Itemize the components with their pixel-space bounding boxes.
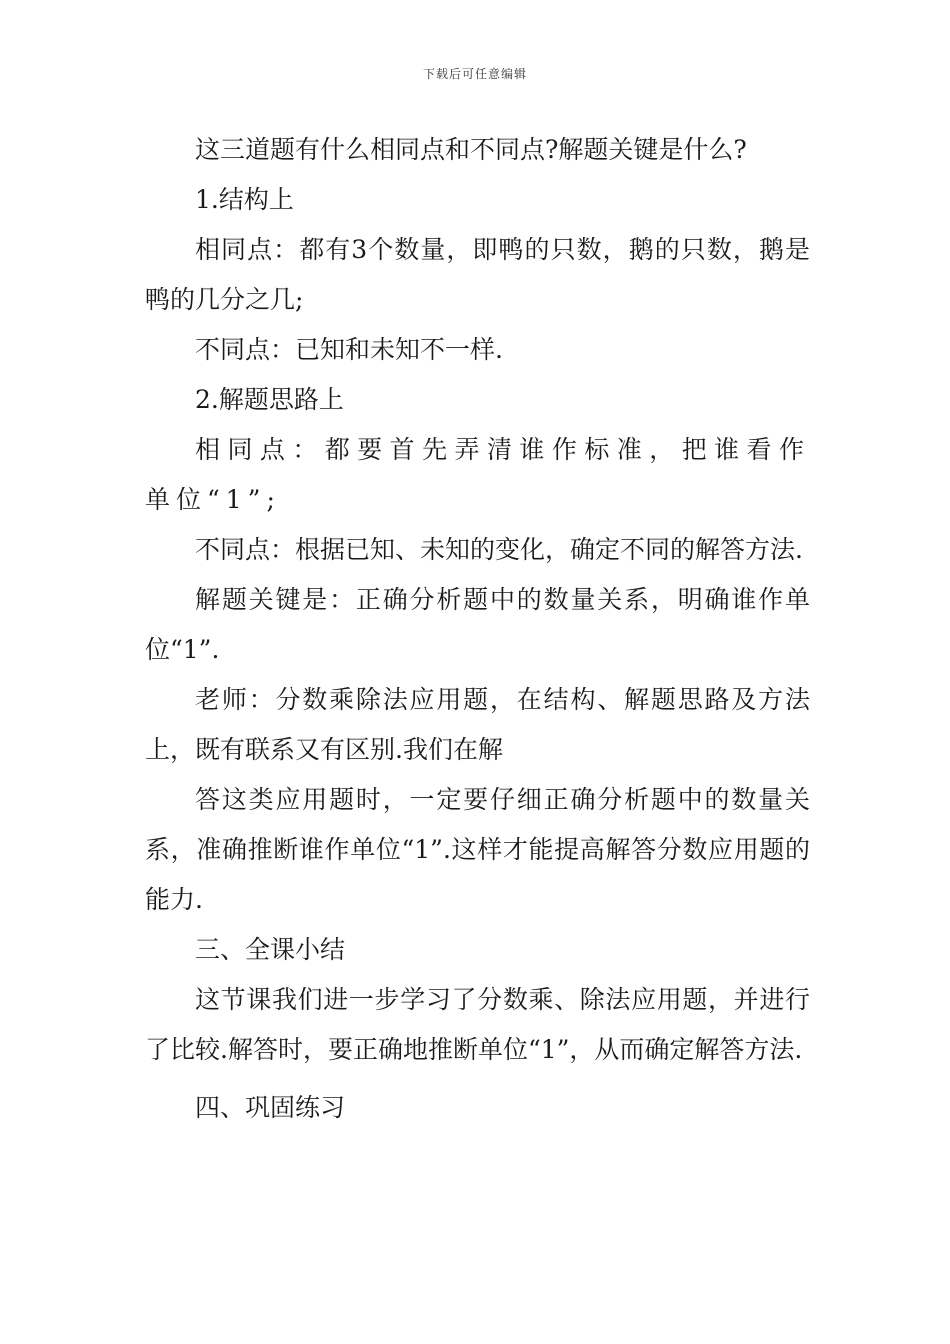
key-point-paragraph: 解题关键是：正确分析题中的数量关系，明确谁作单位“1”.: [145, 585, 810, 664]
summary-paragraph: 这节课我们进一步学习了分数乘、除法应用题，并进行了比较.解答时，要正确地推断单位“1”，从而确定解答方法.: [145, 985, 810, 1064]
document-body: [145, 125, 810, 1133]
teacher-remark-continued-paragraph: 答这类应用题时，一定要仔细正确分析题中的数量关系，准确推断谁作单位“1”.这样才能提高解答分数应用题的能力.: [145, 785, 810, 914]
approach-difference-paragraph: 不同点：根据已知、未知的变化，确定不同的解答方法.: [195, 535, 803, 564]
section-approach-heading: 2.解题思路上: [195, 385, 344, 414]
question-paragraph: 这三道题有什么相同点和不同点?解题关键是什么?: [195, 135, 747, 164]
summary-heading: 三、全课小结: [195, 935, 346, 964]
structure-similarity-paragraph: 相同点：都有3个数量，即鸭的只数，鹅的只数，鹅是鸭的几分之几;: [145, 235, 810, 314]
page-header-note: 下载后可任意编辑: [422, 67, 527, 81]
practice-heading: 四、巩固练习: [195, 1093, 346, 1122]
structure-difference-paragraph: 不同点：已知和未知不一样.: [195, 335, 503, 364]
teacher-remark-paragraph: 老师：分数乘除法应用题，在结构、解题思路及方法上，既有联系又有区别.我们在解: [145, 685, 810, 764]
approach-similarity-paragraph: 相同点：都要首先弄清谁作标准，把谁看作单位“1”;: [145, 435, 810, 514]
section-structure-heading: 1.结构上: [195, 185, 294, 214]
